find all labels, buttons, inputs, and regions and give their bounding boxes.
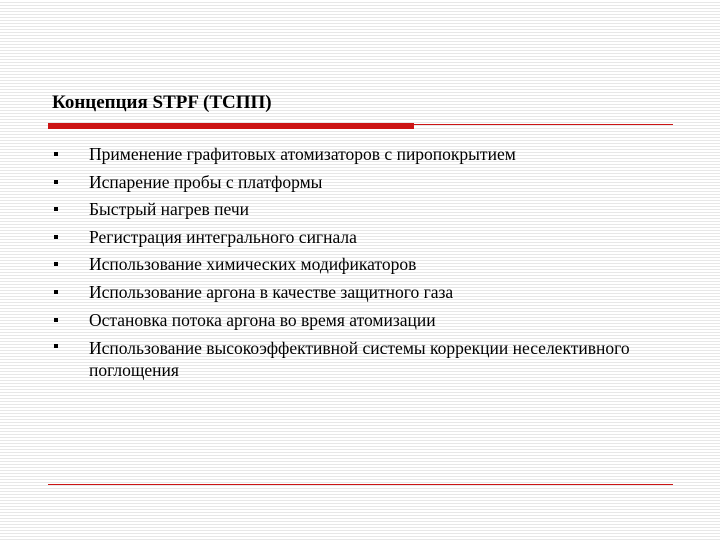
square-bullet-icon [54, 152, 58, 156]
square-bullet-icon [54, 207, 58, 211]
bullet-item [52, 224, 672, 252]
bullet-text: Регистрация интегрального сигнала [89, 226, 357, 247]
bullet-text: Испарение пробы с платформы [89, 171, 323, 192]
bullet-item [52, 307, 672, 335]
square-bullet-icon [54, 344, 58, 348]
bullet-item [52, 251, 672, 279]
bullet-text: Применение графитовых атомизаторов с пиропокрытием [89, 144, 516, 164]
bullet-item [52, 196, 672, 224]
square-bullet-icon [54, 262, 58, 266]
square-bullet-icon [54, 180, 58, 184]
bullet-text: Использование аргона в качестве защитного газа [89, 281, 454, 302]
square-bullet-icon [54, 318, 58, 322]
bullet-text: Использование высокоэффективной системы коррекции неселективного поглощения [89, 338, 630, 381]
bullet-text: Остановка потока аргона во время атомизации [89, 309, 436, 330]
bullet-item [52, 279, 672, 307]
bullet-item [52, 141, 672, 169]
bullet-item [52, 169, 672, 197]
slide-title: Концепция STPF (ТСПП) [52, 92, 272, 113]
bullet-text: Быстрый нагрев печи [89, 199, 250, 220]
square-bullet-icon [54, 290, 58, 294]
square-bullet-icon [54, 235, 58, 239]
title-underline-accent [48, 123, 414, 129]
title-underline-thin [414, 124, 673, 125]
bullet-list [52, 141, 672, 381]
bullet-item [52, 334, 672, 381]
bullet-text: Использование химических модификаторов [89, 254, 417, 275]
footer-divider [48, 484, 673, 485]
